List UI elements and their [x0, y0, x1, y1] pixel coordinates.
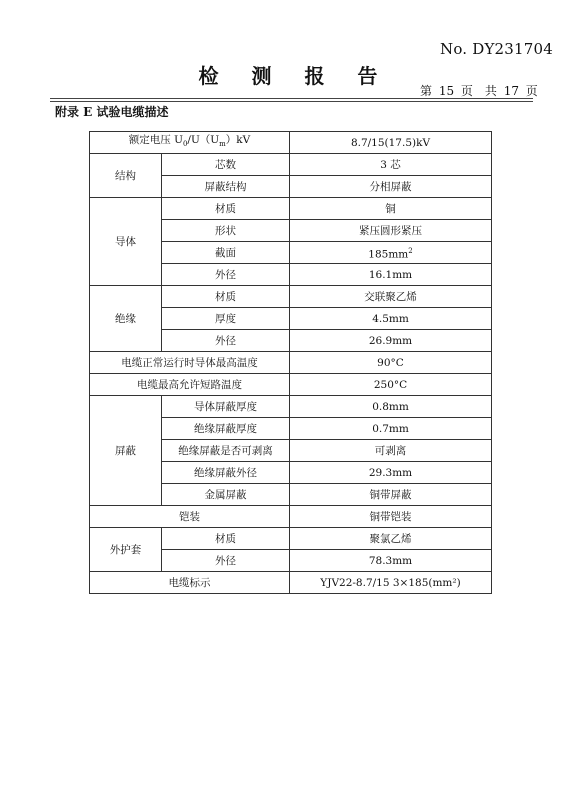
row-value: 16.1mm: [290, 264, 492, 286]
row-label: 电缆标示: [90, 572, 290, 594]
group-label: 结构: [90, 154, 162, 198]
row-label: 厚度: [162, 308, 290, 330]
row-value: 26.9mm: [290, 330, 492, 352]
row-value: 铜带屏蔽: [290, 484, 492, 506]
row-value: 可剥离: [290, 440, 492, 462]
header-rule-bottom: [50, 101, 533, 102]
row-label: 铠装: [90, 506, 290, 528]
row-value: 铜带铠装: [290, 506, 492, 528]
rated-voltage-value: 8.7/15(17.5)kV: [290, 132, 492, 154]
row-value: 铜: [290, 198, 492, 220]
table-row: [90, 286, 492, 308]
row-label: 外径: [162, 330, 290, 352]
table-row: [90, 506, 492, 528]
table-row: [90, 572, 492, 594]
row-value: 78.3mm: [290, 550, 492, 572]
row-value: 3 芯: [290, 154, 492, 176]
row-label: 绝缘屏蔽是否可剥离: [162, 440, 290, 462]
row-label: 形状: [162, 220, 290, 242]
table-row: [90, 198, 492, 220]
cable-spec-table: [89, 131, 492, 594]
row-value: 90°C: [290, 352, 492, 374]
section-title: 附录 E 试验电缆描述: [55, 105, 169, 119]
row-label: 芯数: [162, 154, 290, 176]
row-value: YJV22-8.7/15 3×185(mm²): [290, 572, 492, 594]
row-value: $185mm^2$: [290, 242, 492, 264]
row-label: 绝缘屏蔽外径: [162, 462, 290, 484]
row-label: 截面: [162, 242, 290, 264]
row-label: 电缆正常运行时导体最高温度: [90, 352, 290, 374]
row-value: 聚氯乙烯: [290, 528, 492, 550]
group-label: 屏蔽: [90, 396, 162, 506]
page-title: 检 测 报 告: [198, 64, 382, 88]
row-value: 0.8mm: [290, 396, 492, 418]
row-value: 29.3mm: [290, 462, 492, 484]
table-row: [90, 154, 492, 176]
row-value: 4.5mm: [290, 308, 492, 330]
row-label: 金属屏蔽: [162, 484, 290, 506]
row-value: 分相屏蔽: [290, 176, 492, 198]
table-row: [90, 528, 492, 550]
row-label: 外径: [162, 264, 290, 286]
row-label: 外径: [162, 550, 290, 572]
page-info: 第 15 页 共 17 页: [420, 84, 538, 98]
row-label: 导体屏蔽厚度: [162, 396, 290, 418]
table-row: [90, 374, 492, 396]
table-row: [90, 396, 492, 418]
row-value: 交联聚乙烯: [290, 286, 492, 308]
report-number: No. DY231704: [440, 40, 554, 58]
row-value: 紧压圆形紧压: [290, 220, 492, 242]
row-value: 0.7mm: [290, 418, 492, 440]
group-label: 导体: [90, 198, 162, 286]
row-label: 材质: [162, 198, 290, 220]
row-label: 电缆最高允许短路温度: [90, 374, 290, 396]
rated-voltage-label: 额定电压 $U_0/U(U_m)kV$: [90, 132, 290, 154]
row-label: 材质: [162, 528, 290, 550]
row-label: 绝缘屏蔽厚度: [162, 418, 290, 440]
header-rule-top: [50, 98, 533, 99]
row-label: 材质: [162, 286, 290, 308]
table-row: [90, 352, 492, 374]
group-label: 绝缘: [90, 286, 162, 352]
group-label: 外护套: [90, 528, 162, 572]
table-row: [90, 132, 492, 154]
row-value: 250°C: [290, 374, 492, 396]
row-label: 屏蔽结构: [162, 176, 290, 198]
